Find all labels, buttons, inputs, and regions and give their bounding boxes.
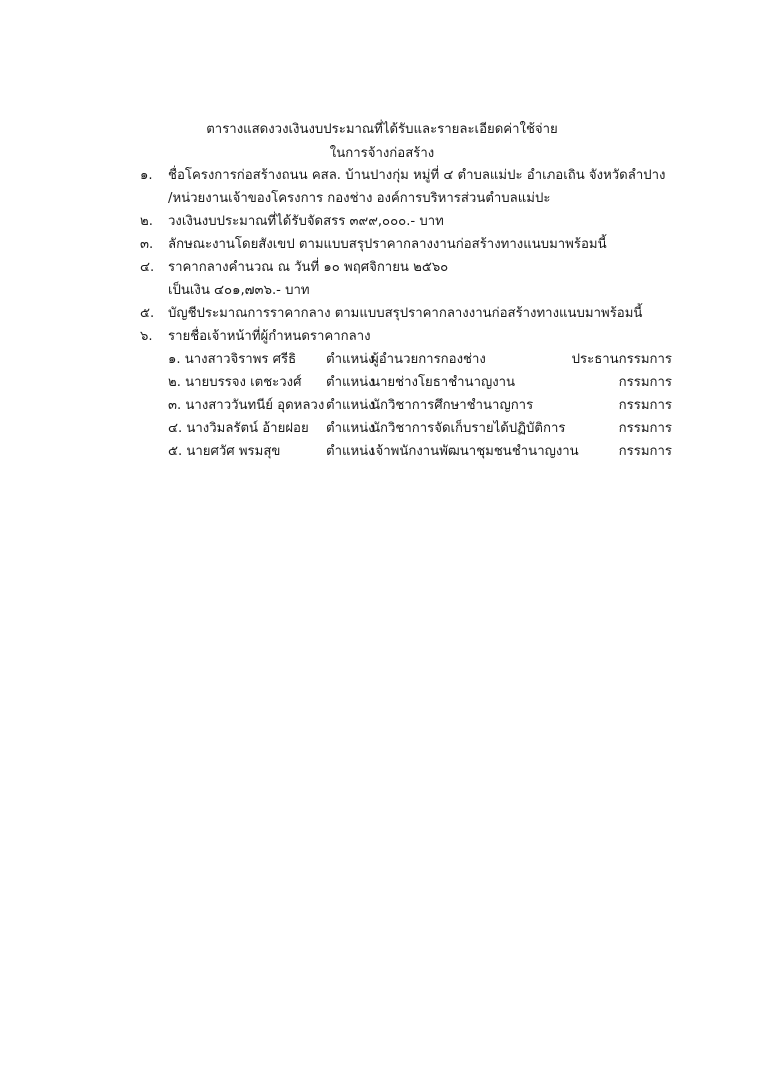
member-position: เจ้าพนักงานพัฒนาชุมชนชำนาญงาน (371, 444, 579, 459)
item-text: วงเงินงบประมาณที่ได้รับจัดสรร ๓๙๙,๐๐๐.- บาท (168, 214, 444, 229)
member-name: ๓. นางสาววันทนีย์ อุดหลวง (168, 398, 325, 413)
item-text: บัญชีประมาณการราคากลาง ตามแบบสรุปราคากลางงานก่อสร้างทางแนบมาพร้อมนี้ (168, 306, 643, 321)
member-role: ประธานกรรมการ (571, 352, 672, 367)
member-position: ผู้อำนวยการกองช่าง (371, 352, 486, 367)
item-text: รายชื่อเจ้าหน้าที่ผู้กำหนดราคากลาง (168, 329, 371, 344)
member-role: กรรมการ (618, 444, 672, 459)
item-number: ๖. (140, 329, 153, 344)
item-text-continued: /หน่วยงานเจ้าของโครงการ กองช่าง องค์การบริหารส่วนตำบลแม่ปะ (168, 191, 551, 206)
position-label: ตำแหน่ง (326, 352, 375, 367)
item-number: ๒. (140, 214, 153, 229)
position-label: ตำแหน่ง (326, 421, 375, 436)
item-number: ๓. (140, 237, 154, 252)
item-text-continued: เป็นเงิน ๔๐๑,๗๓๖.- บาท (168, 283, 310, 298)
member-name: ๑. นางสาวจิราพร ศรีธิ (168, 352, 297, 367)
member-position: นักวิชาการจัดเก็บรายได้ปฏิบัติการ (371, 421, 566, 436)
position-label: ตำแหน่ง (326, 398, 375, 413)
item-number: ๑. (140, 168, 153, 183)
member-role: กรรมการ (618, 398, 672, 413)
item-number: ๕. (140, 306, 155, 321)
member-name: ๒. นายบรรจง เตชะวงศ์ (168, 375, 302, 390)
position-label: ตำแหน่ง (326, 444, 375, 459)
document-subtitle: ในการจ้างก่อสร้าง (329, 146, 435, 161)
position-label: ตำแหน่ง (326, 375, 375, 390)
item-number: ๔. (140, 260, 155, 275)
item-text: ลักษณะงานโดยสังเขป ตามแบบสรุปราคากลางงานก่อสร้างทางแนบมาพร้อมนี้ (168, 237, 607, 252)
member-position: นักวิชาการศึกษาชำนาญการ (371, 398, 534, 413)
item-text: ชื่อโครงการก่อสร้างถนน คสล. บ้านปางกุ่ม หมู่ที่ ๔ ตำบลแม่ปะ อำเภอเถิน จังหวัดลำปาง (168, 168, 666, 183)
member-name: ๕. นายศวัศ พรมสุข (168, 444, 281, 459)
document-title: ตารางแสดงวงเงินงบประมาณที่ได้รับและรายละเอียดค่าใช้จ่าย (206, 122, 558, 137)
member-position: นายช่างโยธาชำนาญงาน (371, 375, 516, 390)
member-name: ๔. นางวิมลรัตน์ อ้ายฝอย (168, 421, 309, 436)
member-role: กรรมการ (618, 421, 672, 436)
member-role: กรรมการ (618, 375, 672, 390)
item-text: ราคากลางคำนวณ ณ วันที่ ๑๐ พฤศจิกายน ๒๕๖๐ (168, 260, 449, 275)
